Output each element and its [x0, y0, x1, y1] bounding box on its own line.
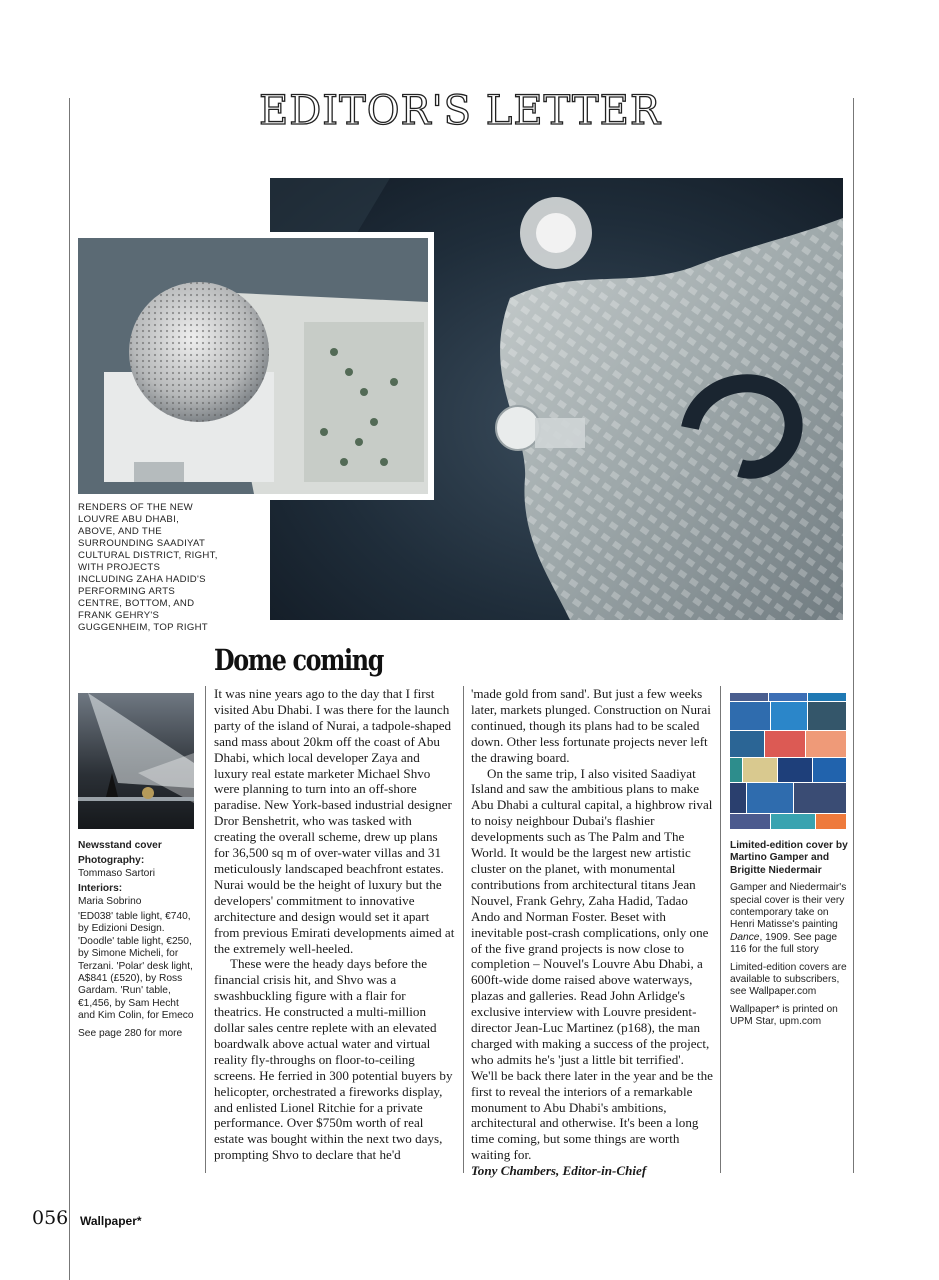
photography-label: Photography: [78, 855, 145, 867]
page-number: 056 [32, 1207, 69, 1229]
limited-edition-title: Limited-edition cover by Martino Gamper and Brigitte Niedermair [730, 840, 848, 876]
subscribers-note: Limited-edition covers are available to subscribers, see Wallpaper.com [730, 961, 847, 998]
column-rule-2 [463, 686, 464, 1173]
image-caption: RENDERS OF THE NEW LOUVRE ABU DHABI, ABOVE, AND THE SURROUNDING SAADIYAT CULTURAL DISTRICT, RIGHT, WITH PROJECTS INCLUDING ZAHA HADID'S PERFORMING ARTS CENTRE, BOTTOM, AND FRANK GEHRY'S GUGGENHEIM, TOP RIGHT [78, 502, 218, 633]
see-more-note: See page 280 for more [78, 1027, 183, 1039]
photographer-name: Tommaso Sartori [78, 867, 155, 879]
product-credits: 'ED038' table light, €740, by Edizioni Design. 'Doodle' table light, €250, by Simone Micheli, for Terzani. 'Polar' desk light, A$841 (£520), by Ross Gardam. 'Run' table, €1,456, by Sam Hecht and Kim Colin, for Emeco [78, 911, 194, 1022]
limited-edition-cover-image [730, 693, 846, 829]
newsstand-title: Newsstand cover [78, 840, 162, 851]
louvre-dome-render-image [74, 232, 434, 500]
article-column-2 [471, 686, 713, 1179]
article-column-1 [214, 686, 456, 1163]
printing-note: Wallpaper* is printed on UPM Star, upm.com [730, 1003, 838, 1028]
article-signature: Tony Chambers, Editor-in-Chief [471, 1163, 647, 1179]
article-paragraph: On the same trip, I also visited Saadiyat Island and saw the ambitious plans to make Abu Dhabi a cultural capital, a highbrow rival to noisy neighbour Dubai's flashier developments such as The Palm and The World. It would be the largest new artistic cluster on the planet, with monumental contributions from architectural titans Jean Nouvel, Frank Gehry, Zaha Hadid, Tadao Ando and Norman Foster. Beset with inevitable post-crash complications, only one of the five grand projects is now close to completion – Nouvel's Louvre Abu Dhabi, a 600ft-wide dome raised above waterways, plazas and galleries. Read John Arlidge's exclusive interview with Louvre president-director Jean-Luc Martinez (p168), the man charged with making a success of the project, who admits he's 'just a little bit terrified'. We'll be back there later in the year and be the first to reveal the interiors of a remarkable monument to Abu Dhabi's ambitions, architectural and otherwise. It's been a long time coming, but some things are worth waiting for. [471, 765, 713, 1163]
article-paragraph: It was nine years ago to the day that I first visited Abu Dhabi. I was there for the launch party of the island of Nurai, a tadpole-shaped sand mass about 20km off the coast of Abu Dhabi, which local developer Zaya and luxury real estate marketer Michael Shvo were planning to turn into an off-shore paradise. New York-based industrial designer Dror Benshetrit, who was tasked with creating the overall scheme, drew up plans for 36,500 sq m of over-water villas and 31 meticulously landscaped beachfront estates. Nurai would be the height of luxury but the developers' commitment to innovative architecture and design would set it apart from previous Emirati developments aimed at the extremely well-heeled. [214, 686, 455, 956]
column-rule-1 [205, 686, 206, 1173]
column-rule-3 [720, 686, 721, 1173]
frame-right-rule [853, 98, 854, 1173]
article-paragraph: These were the heady days before the financial crisis hit, and Shvo was a swashbuckling figure with a flair for theatrics. He constructed a multi-million dollar sales centre replete with an elevated boardwalk above actual water and virtual reality fly-throughs on floor-to-ceiling screens. He ferried in 300 potential buyers by helicopter, orchestrated a fireworks display, and enlisted Lionel Ritchie for a private performance. Over $750m worth of real estate was bought within the next two days, prompting Shvo to declare that he'd [214, 956, 453, 1163]
magazine-brand: Wallpaper* [80, 1214, 142, 1228]
article-paragraph: 'made gold from sand'. But just a few weeks later, markets plunged. Construction on Nurai continued, though its plans had to be scaled down. Other less fortunate projects never left the drawing board. [471, 686, 711, 765]
interiors-label: Interiors: [78, 883, 123, 895]
article-headline: Dome coming [214, 643, 384, 677]
newsstand-credits [78, 840, 198, 1045]
limited-edition-credits [730, 840, 848, 1034]
interiors-name: Maria Sobrino [78, 895, 142, 907]
page-title: EDITOR'S LETTER [259, 88, 661, 134]
limited-edition-description: Gamper and Niedermair's special cover is their very contemporary take on Henri Matisse's painting Dance, 1909. See page 116 for the full story [730, 882, 847, 956]
frame-left-rule [69, 98, 70, 1280]
newsstand-cover-image [78, 693, 194, 829]
